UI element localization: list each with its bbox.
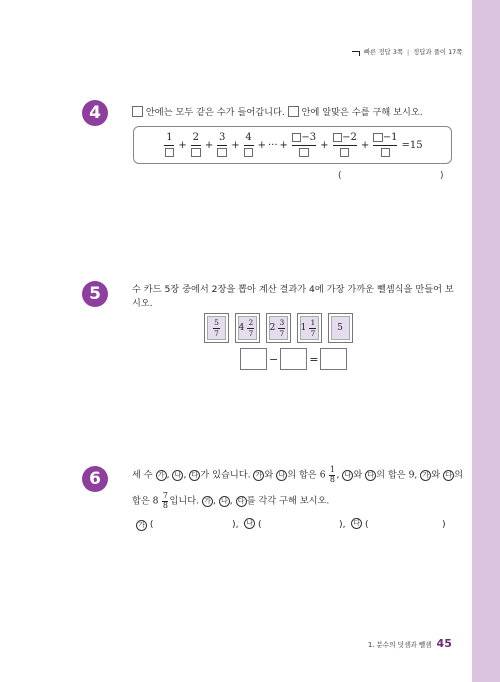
q4-answer-open: ( [338, 171, 342, 181]
q6-answer-da-close: ) [442, 519, 446, 530]
equals-sign: = [309, 352, 319, 366]
circled-da: 다 [443, 470, 454, 481]
question-number-4: 4 [82, 100, 108, 126]
fraction: $\frac{7}{8}$ [162, 491, 168, 510]
q4-text-part1: 안에는 모두 같은 수가 들어갑니다. [145, 107, 285, 118]
question-number-6: 6 [82, 466, 108, 492]
number-card[interactable]: 2 $\frac{3}{7}$ [266, 313, 291, 343]
q6-answer-row: 가 ( ), 나 ( ), 다 ( ) [136, 518, 452, 531]
subtraction-equation [240, 348, 347, 370]
plus-sign: + [204, 139, 214, 151]
answer-box[interactable] [280, 348, 307, 370]
equals-result: =15 [401, 139, 423, 151]
ellipsis: ··· [267, 139, 278, 151]
page-footer [368, 637, 452, 650]
fraction: 1 [164, 132, 174, 159]
side-band [472, 0, 500, 682]
circled-na: 나 [219, 496, 230, 507]
question-5-text-line2: 시오. [132, 298, 153, 309]
page-number: 45 [436, 637, 452, 650]
q4-equation-box [133, 126, 452, 164]
circled-ga: 가 [156, 470, 167, 481]
circled-na: 나 [244, 518, 255, 529]
circled-na: 나 [342, 470, 353, 481]
number-card[interactable]: 1 $\frac{1}{7}$ [297, 313, 322, 343]
circled-da: 다 [189, 470, 200, 481]
fraction: −1 [373, 132, 397, 159]
circled-ga: 가 [420, 470, 431, 481]
circled-na: 나 [276, 470, 287, 481]
number-card[interactable]: 4 $\frac{2}{7}$ [235, 313, 260, 343]
circled-da: 다 [236, 496, 247, 507]
plus-sign: + [231, 139, 240, 151]
circled-ga: 가 [253, 470, 264, 481]
fraction: 3 [217, 132, 227, 159]
plus-sign: + [279, 139, 288, 151]
question-4-text [132, 106, 423, 119]
quick-answer-ref: 빠른 정답 3쪽 [364, 48, 403, 56]
question-5-text-line1: 수 카드 5장 중에서 2장을 뽑아 계산 결과가 4에 가장 가까운 뺄셈식을 만들어 보 [132, 284, 454, 295]
corner-mark-icon [352, 48, 360, 56]
solution-ref: 정답과 풀이 17쪽 [413, 48, 463, 56]
question-number-5: 5 [82, 281, 108, 307]
circled-da: 다 [365, 470, 376, 481]
header-separator: | [407, 47, 410, 56]
circled-ga: 가 [136, 520, 147, 531]
number-card[interactable]: $\frac{5}{7}$ [204, 313, 229, 343]
q4-answer-close: ) [440, 171, 444, 181]
number-card[interactable]: 5 [328, 313, 353, 343]
circled-ga: 가 [202, 496, 213, 507]
fraction: $\frac{1}{8}$ [329, 465, 336, 484]
fraction: 4 [244, 132, 254, 159]
fraction: 2 [191, 132, 201, 159]
q4-text-part2: 안에 알맞은 수를 구해 보시오. [301, 107, 423, 118]
blank-box-icon [288, 106, 299, 117]
question-6-text-line1: 세 수 가 , 나 , 다 가 있습니다. 가 와 나 의 합은 6 $\frac{1}{8}$ , 나 와 다 의 합은 9, 가 와 다 의 [132, 465, 463, 484]
minus-sign: − [269, 352, 279, 366]
number-cards [204, 313, 353, 343]
circled-na: 나 [172, 470, 183, 481]
q6-answer-ga-close: ), [232, 519, 239, 530]
answer-reference [352, 47, 462, 56]
fraction: −2 [333, 132, 357, 159]
plus-sign: + [178, 139, 187, 151]
circled-da: 다 [351, 518, 362, 529]
plus-sign: + [320, 139, 329, 151]
plus-sign: + [360, 139, 370, 151]
question-6-text-line2: 합은 8 $\frac{7}{8}$ 입니다. 가 , 나 , 다 를 각각 구해 보시오. [132, 491, 330, 510]
chapter-title: 1. 분수의 덧셈과 뺄셈 [368, 641, 432, 649]
blank-box-icon [132, 106, 143, 117]
answer-box[interactable] [320, 348, 347, 370]
plus-sign: + [257, 139, 266, 151]
answer-box[interactable] [240, 348, 267, 370]
fraction: −3 [292, 132, 316, 159]
q6-answer-na-close: ), [339, 519, 346, 530]
